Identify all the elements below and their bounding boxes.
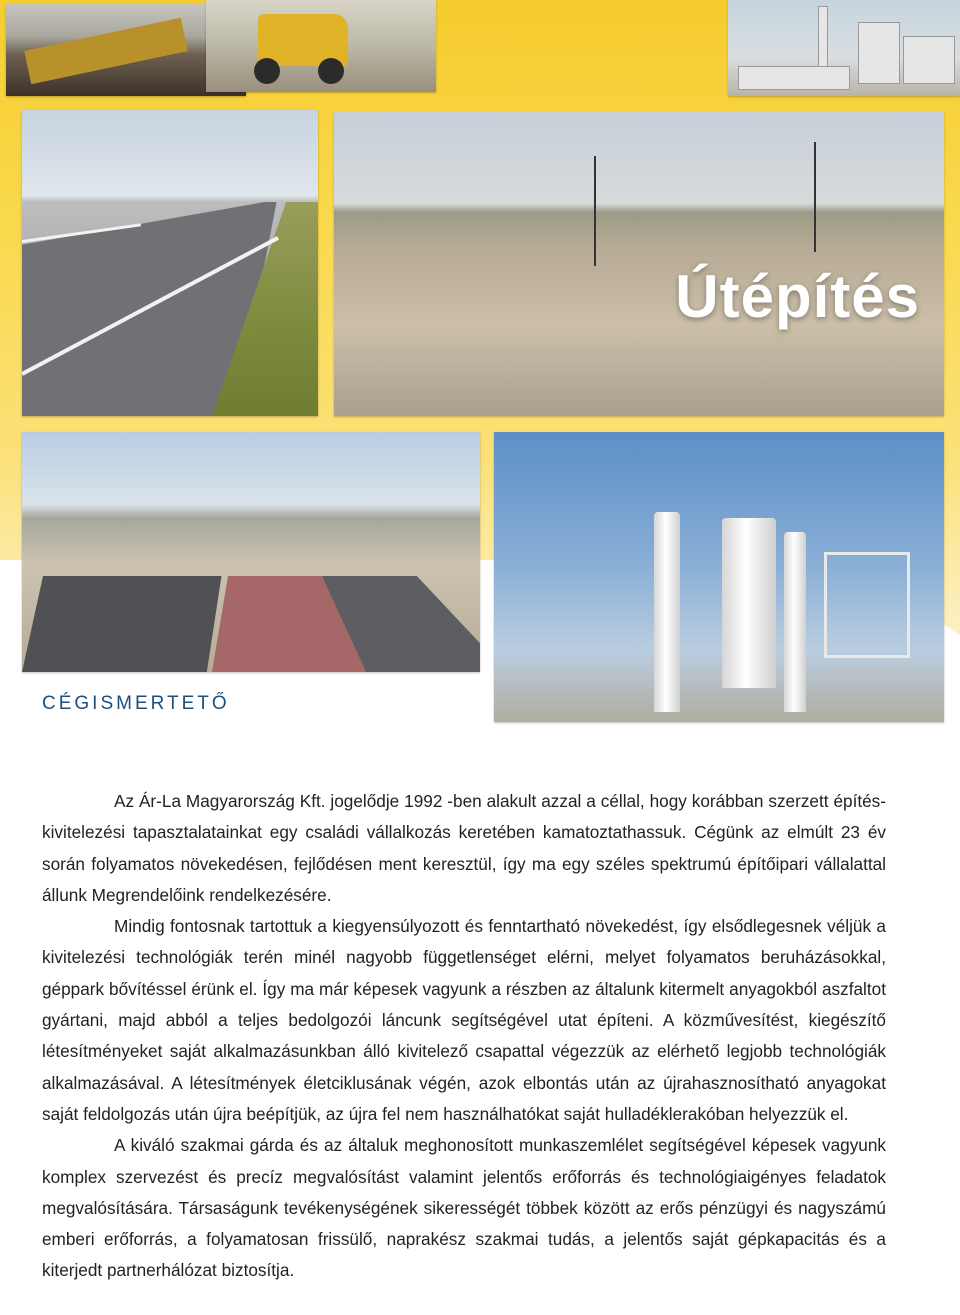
photo-wheel-loader (206, 0, 436, 92)
paragraph-1: Az Ár-La Magyarország Kft. jogelődje 1992 -ben alakult azzal a céllal, hogy korábban szerzett építés-kivitelezési tapasztalatainkat egy családi vállalkozás keretében kamatoztathassuk. Cégünk az elmúlt 23 év során folyamatos növekedésen, fejlődésen ment keresztül, így ma egy széles spektrumú építőipari vállalattal állunk Megrendelőink rendelkezésére. (42, 791, 886, 905)
power-pylon (594, 156, 596, 266)
paragraph-2: Mindig fontosnak tartottuk a kiegyensúlyozott és fenntartható növekedést, így elsődlegesnek véljük a kivitelezési technológiák terén minél nagyobb függetlenséget elérni, melyet folyamatos beruházásokkal, géppark bővítéssel érünk el. Így ma már képesek vagyunk a részben az általunk kitermelt anyagokból aszfaltot gyártani, majd abból a teljes bedolgozói láncunk segítségével utat építeni. A közművesítést, kiegészítő létesítményeket saját alkalmazásunkban álló kivitelező csapattal végezzük az elérhető legjobb technológiák alkalmazásával. A létesítmények életciklusának végén, azok elbontás után az újrahasznosítható anyagokat saját feldolgozás után újra beépítjük, az újra fel nem használhatókat saját hulladéklerakóban helyezzük el. (42, 916, 886, 1124)
photo-road-surface (22, 432, 480, 672)
section-heading: CÉGISMERTETŐ (42, 693, 230, 714)
paragraph-3: A kiváló szakmai gárda és az általuk meghonosított munkaszemlélet segítségével képesek vagyunk komplex szervezést és precíz megvalósítást valamint jelentős erőforrás és technológiaigényes feladatok megvalósítására. Társaságunk tevékenységének sikerességét többek között az erős pénzügyi és nagyszámú emberi erőforrás, a folyamatosan frissülő, naprakész szakmai tudás, a jelentős saját gépkapacitás és a kiterjedt partnerhálózat biztosítja. (42, 1135, 886, 1281)
plant-silo (654, 512, 680, 712)
plant-tower (858, 22, 900, 84)
pavement-dark (22, 576, 232, 672)
plant-silo (722, 518, 776, 688)
power-pylon (814, 142, 816, 252)
photo-asphalt-plant (494, 432, 944, 722)
loader-wheel (318, 58, 344, 84)
plant-frame (824, 552, 910, 658)
loader-wheel (254, 58, 280, 84)
crusher-shape (24, 18, 188, 85)
photo-plant-top (728, 0, 960, 96)
plant-tower (738, 66, 850, 90)
plant-silo (784, 532, 806, 712)
photo-highway (22, 110, 318, 416)
page-title: Útépítés (675, 263, 920, 330)
company-description (42, 786, 886, 1287)
plant-tower (903, 36, 955, 84)
